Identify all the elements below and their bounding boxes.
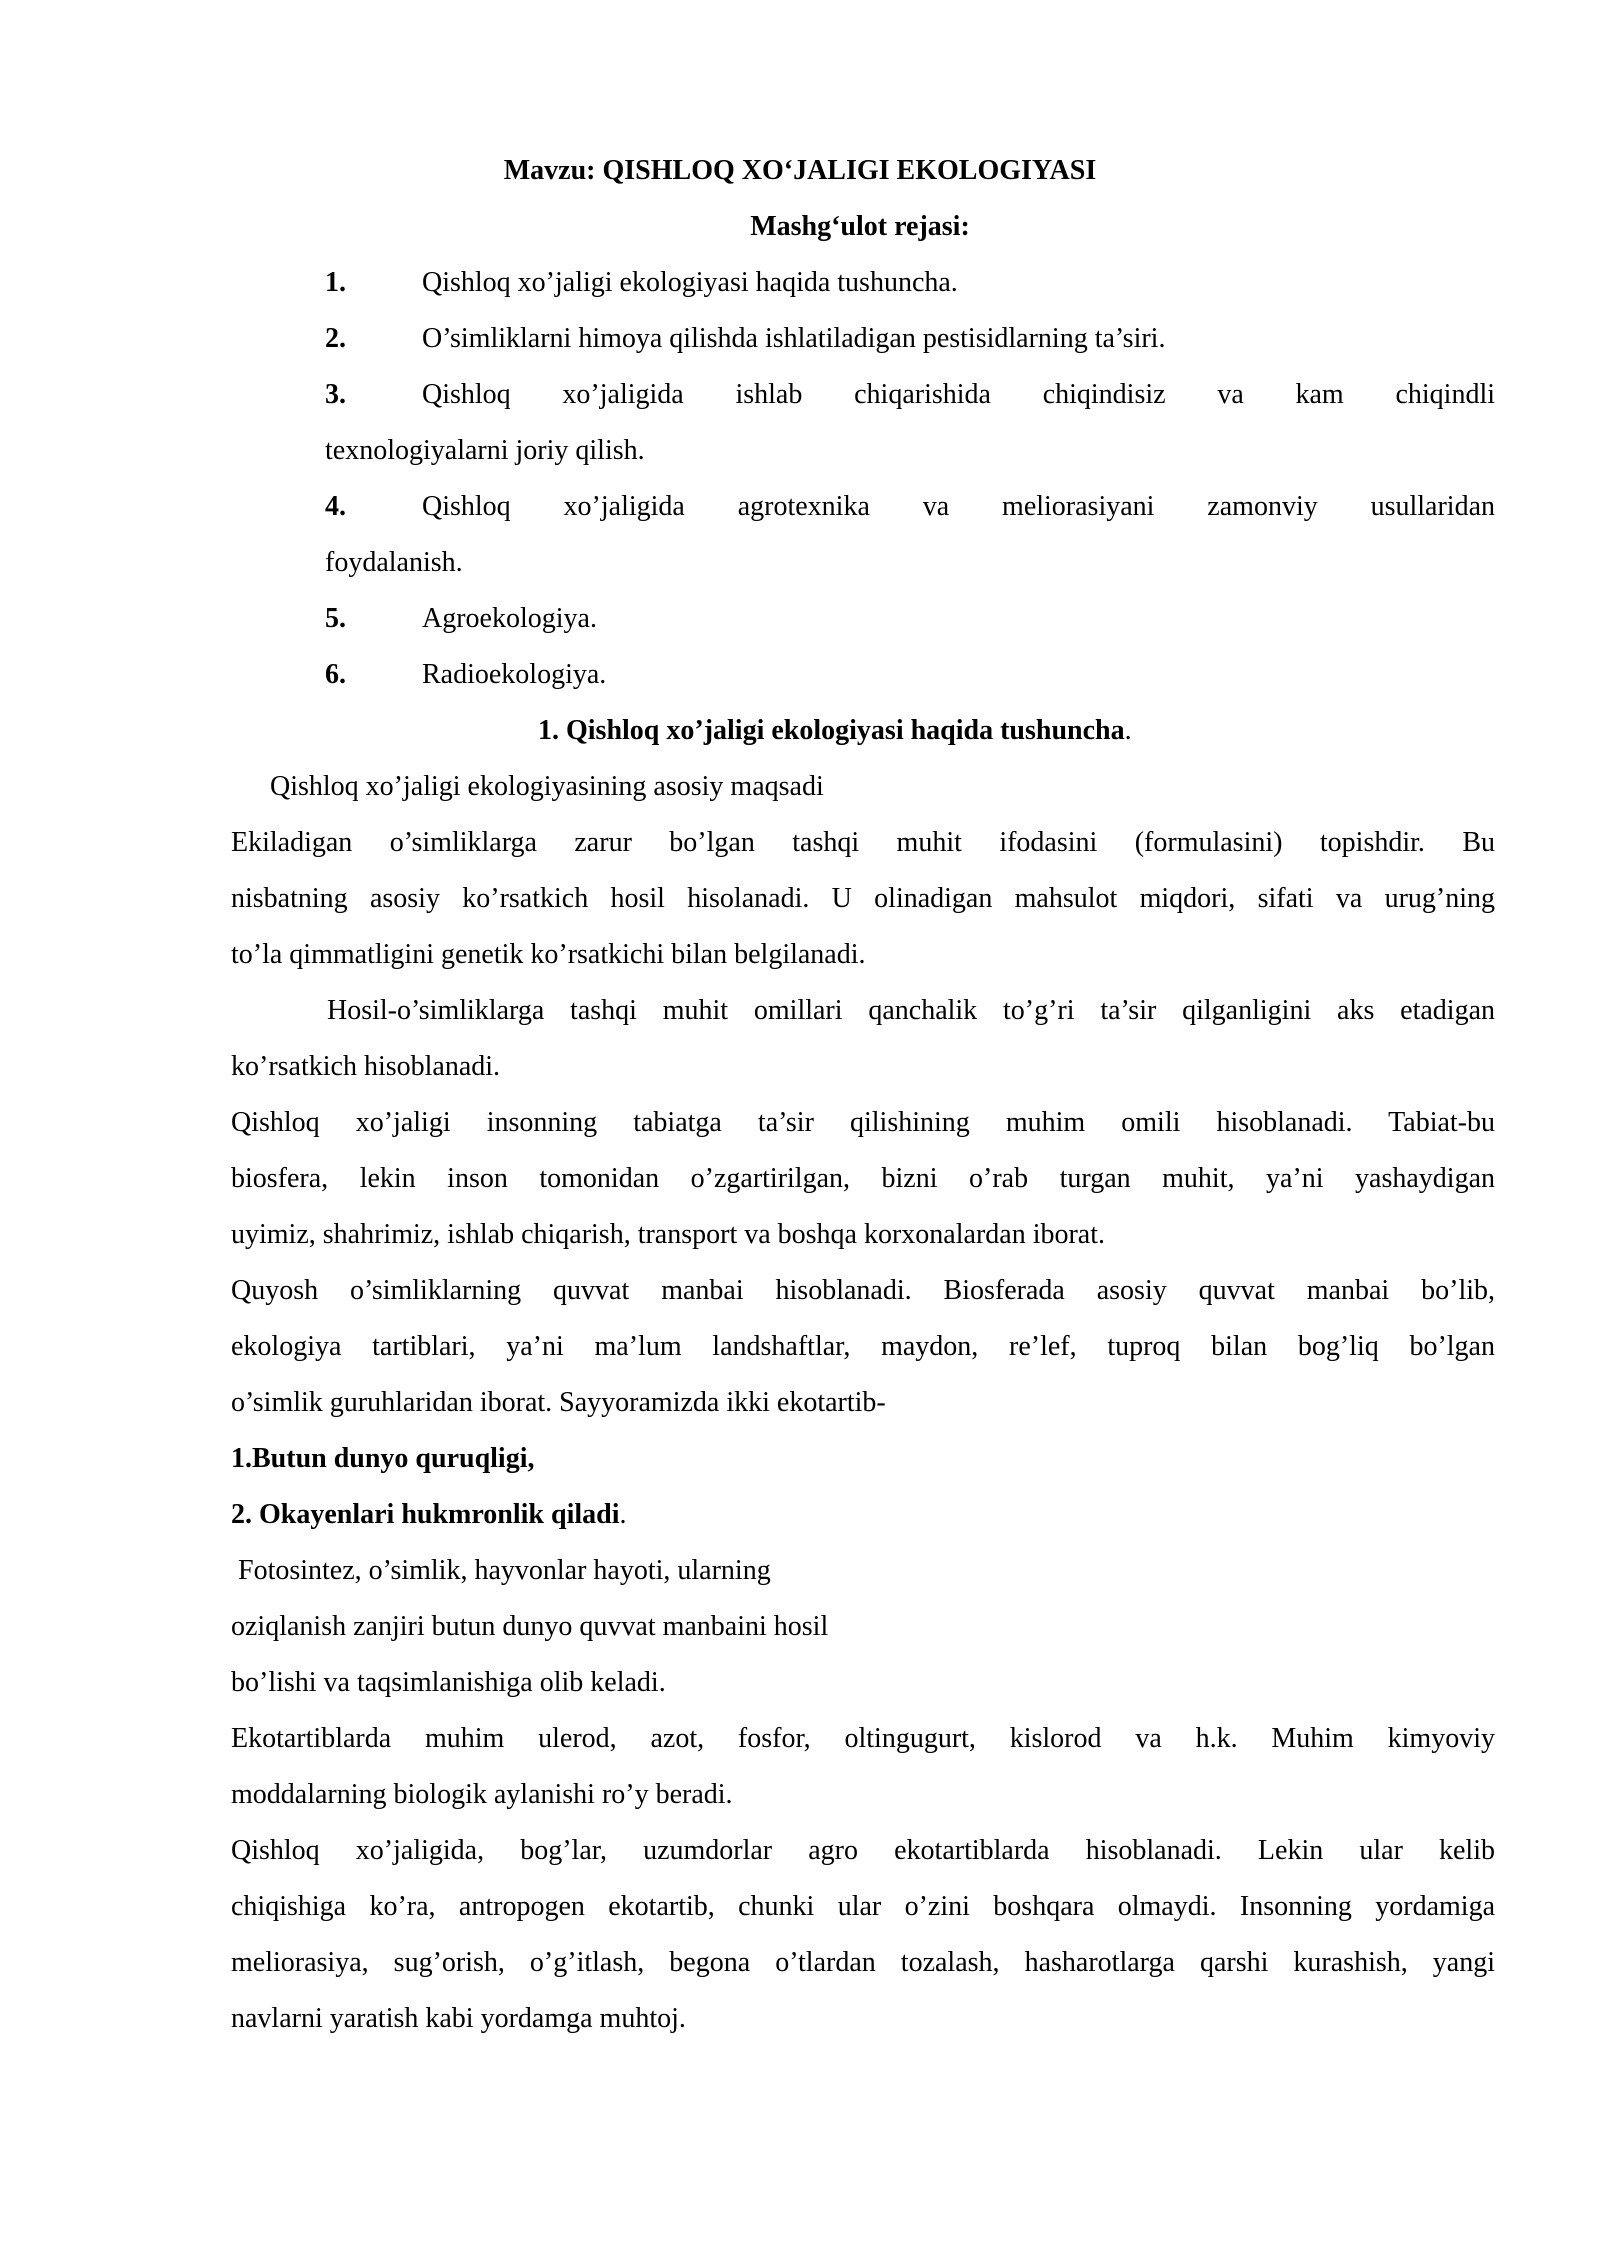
paragraph-line: o’simlik guruhlaridan iborat. Sayyoramizda ikki ekotartib- [231,1387,886,1418]
plan-item-text: Radioekologiya. [422,659,607,690]
paragraph-line: Ekotartiblarda muhim ulerod, azot, fosfor, oltingugurt, kislorod va h.k. Muhim kimyoviy [231,1723,1495,1754]
paragraph-line: ko’rsatkich hisoblanadi. [231,1051,501,1082]
plan-item-text: Qishloq xo’jaligida agrotexnika va meliorasiyani zamonviy usullaridan [422,491,1495,522]
plan-item-text-continued: foydalanish. [325,547,463,578]
paragraph-line: biosfera, lekin inson tomonidan o’zgartirilgan, bizni o’rab turgan muhit, ya’ni yashaydigan [231,1163,1495,1194]
paragraph-line: Hosil-o’simliklarga tashqi muhit omillari qanchalik to’g’ri ta’sir qilganligini aks etadigan [327,995,1495,1026]
paragraph-line: moddalarning biologik aylanishi ro’y beradi. [231,1779,733,1810]
plan-item-number: 1. [325,267,346,298]
paragraph-line: Fotosintez, o’simlik, hayvonlar hayoti, ularning [231,1555,771,1586]
plan-item-text: Agroekologiya. [422,603,597,634]
paragraph-line: ekologiya tartiblari, ya’ni ma’lum landshaftlar, maydon, re’lef, tuproq bilan bog’liq bo’lgan [231,1331,1495,1362]
plan-item-number: 5. [325,603,346,634]
paragraph-line: oziqlanish zanjiri butun dunyo quvvat manbaini hosil [231,1611,829,1642]
ecosystem-item-text: 2. Okayenlari hukmronlik qiladi [231,1499,620,1530]
paragraph-line: nisbatning asosiy ko’rsatkich hosil hisolanadi. U olinadigan mahsulot miqdori, sifati va urug’ning [231,883,1495,914]
paragraph-line: Qishloq xo’jaligida, bog’lar, uzumdorlar agro ekotartiblarda hisoblanadi. Lekin ular kelib [231,1835,1495,1866]
section-heading-text: 1. Qishloq xo’jaligi ekologiyasi haqida tushuncha [538,715,1125,746]
section-heading [538,714,1132,748]
section-heading-dot: . [1124,715,1132,746]
paragraph-line: Quyosh o’simliklarning quvvat manbai hisoblanadi. Biosferada asosiy quvvat manbai bo’lib, [231,1275,1495,1306]
ecosystem-item-dot: . [619,1499,627,1530]
paragraph-line: navlarni yaratish kabi yordamga muhtoj. [231,2003,686,2034]
plan-heading: Mashg‘ulot rejasi: [750,211,970,242]
paragraph-line: meliorasiya, sug’orish, o’g’itlash, begona o’tlardan tozalash, hasharotlarga qarshi kurashish, yangi [231,1947,1495,1978]
paragraph-line: uyimiz, shahrimiz, ishlab chiqarish, transport va boshqa korxonalardan iborat. [231,1219,1106,1250]
plan-item-text: O’simliklarni himoya qilishda ishlatiladigan pestisidlarning ta’siri. [422,323,1166,354]
plan-item-number: 2. [325,323,346,354]
plan-item-number: 4. [325,491,346,522]
plan-item-number: 6. [325,659,346,690]
paragraph-line: chiqishiga ko’ra, antropogen ekotartib, chunki ular o’zini boshqara olmaydi. Insonning yordamiga [231,1891,1495,1922]
plan-item-text-continued: texnologiyalarni joriy qilish. [325,435,645,466]
paragraph-line: bo’lishi va taqsimlanishiga olib keladi. [231,1667,666,1698]
paragraph-lead: Qishloq xo’jaligi ekologiyasining asosiy maqsadi [270,771,824,802]
plan-item-text: Qishloq xo’jaligida ishlab chiqarishida chiqindisiz va kam chiqindli [422,379,1495,410]
ecosystem-item: 1.Butun dunyo quruqligi, [231,1443,535,1474]
paragraph-line: to’la qimmatligini genetik ko’rsatkichi bilan belgilanadi. [231,939,866,970]
paragraph-line: Qishloq xo’jaligi insonning tabiatga ta’sir qilishining muhim omili hisoblanadi. Tabiat-bu [231,1107,1495,1138]
ecosystem-item [231,1498,627,1532]
document-title: Mavzu: QISHLOQ XO‘JALIGI EKOLOGIYASI [503,155,1097,186]
plan-item-text: Qishloq xo’jaligi ekologiyasi haqida tushuncha. [422,267,958,298]
plan-item-number: 3. [325,379,346,410]
paragraph-line: Ekiladigan o’simliklarga zarur bo’lgan tashqi muhit ifodasini (formulasini) topishdir. Bu [231,827,1495,858]
